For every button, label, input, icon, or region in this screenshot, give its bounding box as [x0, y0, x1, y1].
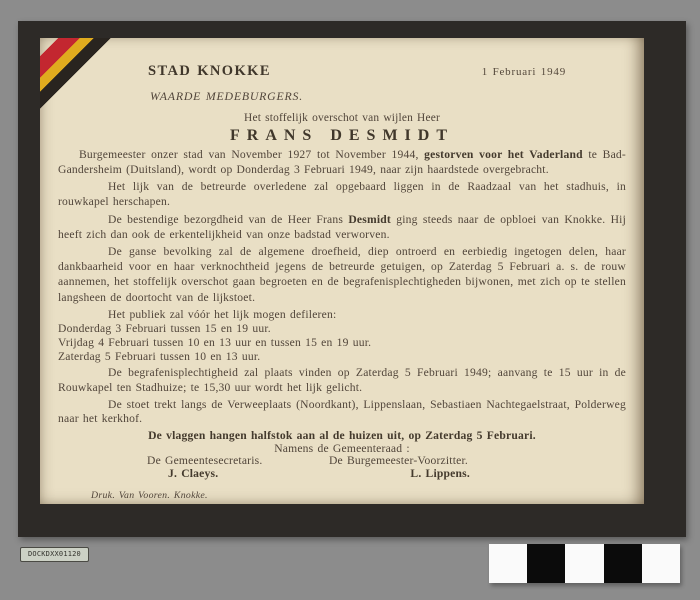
- document-content: [40, 38, 644, 504]
- masthead: [58, 64, 626, 80]
- on-behalf-line: Namens de Gemeenteraad :: [274, 441, 410, 455]
- paragraph-stoet: De stoet trekt langs de Verweeplaats (Noordkant), Lippenslaan, Sebastiaen Nachtegaelstraat, Polderweg naar het kerkhof.: [58, 397, 626, 426]
- paragraph-text: Burgemeester onzer stad van November 1927 tot November 1944,: [79, 147, 425, 161]
- city-title: STAD KNOKKE: [148, 63, 271, 79]
- calibration-square-black: [527, 544, 565, 583]
- flags-notice: De vlaggen hangen halfstok aan al de huizen uit, op Zaterdag 5 Februari.: [148, 429, 536, 443]
- printer-credit: Druk. Van Vooren. Knokke.: [91, 489, 208, 501]
- schedule-line: Donderdag 3 Februari tussen 15 en 19 uur.: [58, 322, 271, 336]
- calibration-square-black: [604, 544, 642, 583]
- paragraph-burgemeester: [58, 147, 626, 177]
- signature-title-secretary: De Gemeentesecretaris.: [147, 454, 263, 468]
- schedule-line: Vrijdag 4 Februari tussen 10 en 13 uur en tussen 15 en 19 uur.: [58, 336, 372, 350]
- intro-line: Het stoffelijk overschot van wijlen Heer: [244, 112, 440, 125]
- signature-title-mayor: De Burgemeester-Voorzitter.: [328, 454, 468, 468]
- inventory-label: DOCKDXX01120: [20, 547, 89, 562]
- paragraph-bezorgdheid: [58, 212, 626, 242]
- paragraph-bold-text: gestorven voor het Vaderland: [424, 147, 583, 161]
- signature-names-row: [58, 468, 626, 481]
- signature-titles-row: [58, 455, 626, 468]
- defile-intro: Het publiek zal vóór het lijk mogen defileren:: [108, 307, 337, 321]
- paragraph-opbaring: Het lijk van de betreurde overledene zal opgebaard liggen in de Raadzaal van het stadhuis, in rouwkapel herschapen.: [58, 180, 626, 209]
- deceased-name: FRANS DESMIDT: [229, 126, 454, 144]
- paragraph-text: te Bad-Gandersheim (Duitsland), wordt op Donderdag 3 Februari 1949, naar zijn haardstede overgebracht.: [58, 147, 626, 177]
- paragraph-text: De bestendige bezorgdheid van de Heer Frans: [108, 212, 349, 226]
- calibration-strip: [489, 544, 680, 583]
- document-mat: [18, 21, 686, 537]
- salutation: WAARDE MEDEBURGERS.: [150, 89, 303, 104]
- signature-name-secretary: J. Claeys.: [168, 467, 219, 481]
- calibration-square-white: [489, 544, 527, 583]
- paragraph-bevolking: De ganse bevolking zal de algemene droefheid, diep ontroerd en eerbiedig ingetogen delen, haar dankbaarheid voor en haar verknochtheid jegens de betreurde getuigen, op Zaterdag 5 Februari a. s. de rouw aannemen, het stoffelijk overschot gaan begroeten en de begrafenisplechtigheden bijwonen, met zich op te stellen langsheen de doortocht van de lijkstoet.: [58, 245, 626, 304]
- paragraph-begrafenis: De begrafenisplechtigheid zal plaats vinden op Zaterdag 5 Februari 1949; aanvang te 15 uur in de Rouwkapel ten Stadhuize; te 15,30 uur wordt het lijk gelicht.: [58, 366, 626, 394]
- document-paper: [40, 38, 644, 504]
- paragraph-text: ging steeds naar de opbloei van Knokke. Hij heeft zich dan ook de erkentelijkheid van onze badstad verworven.: [58, 212, 627, 241]
- document-date: 1 Februari 1949: [481, 66, 566, 78]
- signature-name-mayor: L. Lippens.: [410, 467, 470, 481]
- calibration-square-white: [565, 544, 603, 583]
- paragraph-bold-text: Desmidt: [348, 212, 391, 226]
- calibration-square-white: [642, 544, 680, 583]
- schedule-line: Zaterdag 5 Februari tussen 10 en 13 uur.: [58, 350, 261, 364]
